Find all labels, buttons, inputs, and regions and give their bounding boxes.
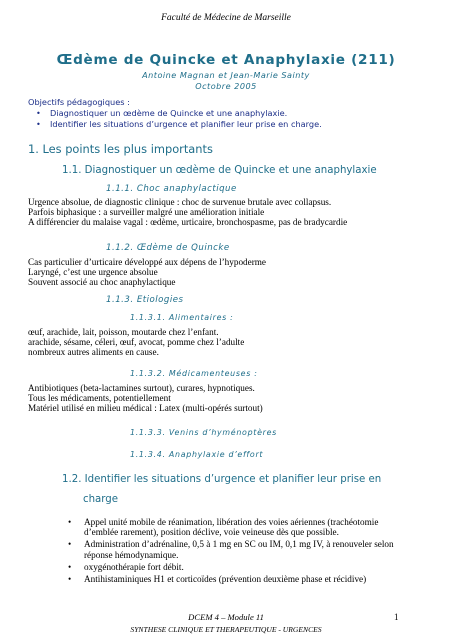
document-title: Œdème de Quincke et Anaphylaxie (211) [56, 52, 396, 68]
oedeme-paragraph [28, 257, 266, 288]
section-1-1-3-4-heading: 1.1.3.4. Anaphylaxie d’effort [130, 450, 264, 459]
list-item: • Administration d’adrénaline, 0,5 à 1 mg en SC ou IM, 0,1 mg IV, à renouveler selon réponse hémodynamique. [72, 539, 412, 559]
page-number: 1 [394, 612, 399, 622]
list-item: • Appel unité mobile de réanimation, libération des voies aériennes (trachéotomie d’emblée rarement), position déclive, voie veineuse dès que possible. [72, 517, 412, 537]
objective-item: • Identifier les situations d’urgence et planifier leur prise en charge. [36, 119, 322, 130]
medicamenteuses-paragraph [28, 383, 263, 414]
section-1-1-1-heading: 1.1.1. Choc anaphylactique [106, 184, 237, 194]
list-item: • oxygénothérapie fort débit. [72, 562, 412, 572]
faculty-header: Faculté de Médecine de Marseille [161, 13, 291, 23]
text-line: Cas particulier d’urticaire développé aux dépens de l’hypoderme [28, 257, 267, 267]
objective-item: • Diagnostiquer un œdème de Quincke et une anaphylaxie. [36, 108, 322, 119]
section-1-heading: 1. Les points les plus importants [28, 142, 213, 156]
objectives-list [36, 108, 322, 129]
text-line: Laryngé, c’est une urgence absolue [28, 267, 158, 278]
section-1-1-heading: 1.1. Diagnostiquer un œdème de Quincke et une anaphylaxie [62, 165, 377, 176]
section-1-1-3-2-heading: 1.1.3.2. Médicamenteuses : [130, 369, 258, 378]
text-line: Antibiotiques (beta-lactamines surtout), curares, hypnotiques. [28, 383, 255, 393]
text-line: œuf, arachide, lait, poisson, moutarde chez l’enfant. [28, 327, 219, 337]
text-line: A différencier du malaise vagal : œdème, urticaire, bronchospasme, pas de bradycardie [28, 217, 348, 228]
document-date: Octobre 2005 [195, 81, 257, 91]
footer-module: DCEM 4 – Module 11 [188, 612, 264, 622]
section-1-2-heading-continued: charge [83, 494, 119, 505]
text-line: Matériel utilisé en milieu médical : Latex (multi-opérés surtout) [28, 403, 263, 414]
objectives-title: Objectifs pédagogiques : [28, 97, 130, 107]
section-1-1-3-1-heading: 1.1.3.1. Alimentaires : [130, 313, 234, 322]
section-1-1-2-heading: 1.1.2. Œdème de Quincke [106, 243, 230, 253]
text-line: nombreux autres aliments en cause. [28, 347, 159, 358]
choc-paragraph [28, 197, 347, 228]
section-1-2-heading: 1.2. Identifier les situations d’urgence et planifier leur prise en [62, 474, 382, 485]
footer-subtitle: SYNTHESE CLINIQUE ET THERAPEUTIQUE - URGENCES [130, 625, 322, 634]
list-item: • Antihistaminiques H1 et corticoïdes (prévention deuxième phase et récidive) [72, 574, 412, 584]
text-line: Parfois biphasique : a surveiller malgré une amélioration initiale [28, 207, 265, 218]
urgence-bullet-list [72, 517, 412, 586]
text-line: Tous les médicaments, potentiellement [28, 393, 171, 404]
text-line: Souvent associé au choc anaphylactique [28, 277, 176, 288]
text-line: Urgence absolue, de diagnostic clinique : choc de survenue brutale avec collapsus. [28, 197, 332, 207]
authors: Antoine Magnan et Jean-Marie Sainty [142, 70, 310, 80]
section-1-1-3-3-heading: 1.1.3.3. Venins d’hyménoptères [130, 428, 277, 437]
alimentaires-paragraph [28, 327, 244, 358]
text-line: arachide, sésame, céleri, œuf, avocat, pomme chez l’adulte [28, 337, 245, 348]
section-1-1-3-heading: 1.1.3. Etiologies [106, 295, 184, 305]
